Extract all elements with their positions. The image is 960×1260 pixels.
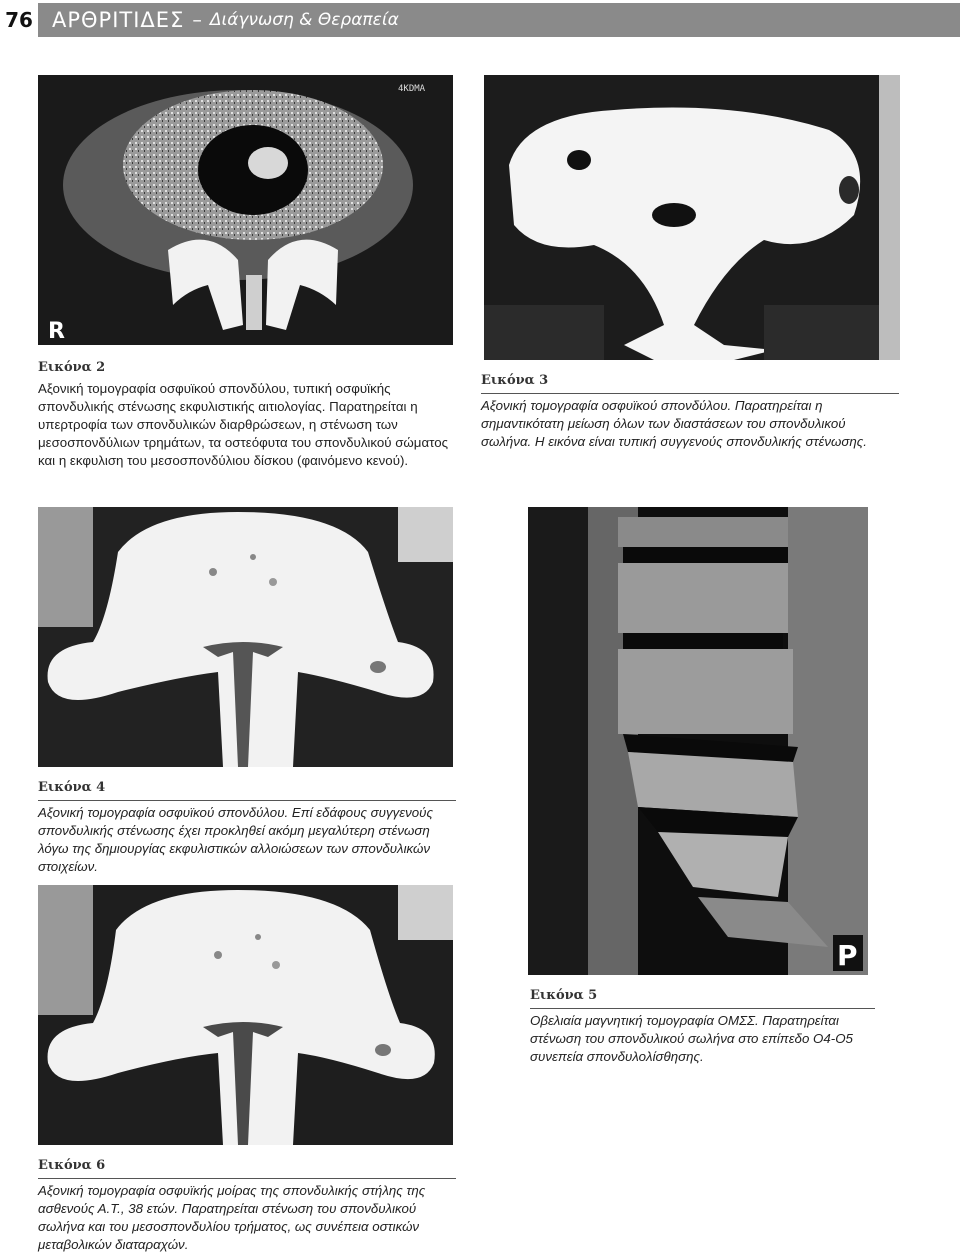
figure-6-rule bbox=[38, 1178, 456, 1179]
figure-5-text: Οβελιαία μαγνητική τομογραφία ΟΜΣΣ. Παρατηρείται στένωση του σπονδυλικού σωλήνα στο επίπεδο Ο4-Ο5 συνεπεία σπονδυλολίσθησης. bbox=[530, 1013, 853, 1064]
figure-3-caption bbox=[481, 373, 899, 451]
chapter-subtitle: Διάγνωση & Θεραπεία bbox=[209, 10, 399, 30]
figure-2-text: Αξονική τομογραφία οσφυϊκού σπονδύλου, τυπική οσφυϊκής σπονδυλικής στένωσης εκφυλιστικής αιτιολογίας. Παρατηρείται η υπερτροφία των σπονδυλικών διαρθρώσεων, η στένωση των μεσοσπονδύλιων τρημάτων, τα οστεόφυτα του σπονδυλικού σώματος και η εκφυλιση του μεσοσπονδύλιου δίσκου (φαινόμενο κενού). bbox=[38, 381, 449, 468]
chapter-title: ΑΡΘΡΙΤΙΔΕΣ bbox=[52, 8, 185, 32]
figure-3-text: Αξονική τομογραφία οσφυϊκού σπονδύλου. Παρατηρείται η σημαντικότατη μείωση όλων των διαστάσεων του σπονδυλικού σωλήνα. Η εικόνα είναι τυπική συγγενούς σπονδυλικής στένωσης. bbox=[481, 398, 867, 449]
figure-6-text: Αξονική τομογραφία οσφυϊκής μοίρας της σπονδυλικής στήλης της ασθενούς Α.Τ., 38 ετών. Παρατηρείται στένωση του σπονδυλικού σωλήνα και του μεσοσπονδυλίου τρήματος, ως συνέπεια οστικών μεταβολικών διαταραχών. bbox=[38, 1183, 426, 1252]
figure-5-caption bbox=[530, 988, 875, 1066]
figure-4-caption bbox=[38, 780, 456, 876]
title-separator: – bbox=[192, 9, 202, 31]
figure-5-rule bbox=[530, 1008, 875, 1009]
figure-3-image bbox=[484, 75, 900, 360]
figure-2-corner-text: 4KDMA bbox=[398, 84, 426, 94]
figure-2-label: Εικόνα 2 bbox=[38, 360, 106, 375]
figure-4-label: Εικόνα 4 bbox=[38, 780, 106, 795]
figure-6-image bbox=[38, 885, 453, 1145]
page-header bbox=[0, 0, 960, 40]
figure-6-label: Εικόνα 6 bbox=[38, 1158, 106, 1173]
figure-5-marker: P bbox=[837, 939, 858, 972]
title-band bbox=[38, 3, 960, 37]
figure-3-label: Εικόνα 3 bbox=[481, 373, 549, 388]
figure-4-rule bbox=[38, 800, 456, 801]
figure-2-marker: R bbox=[48, 319, 65, 344]
figure-6-caption bbox=[38, 1158, 456, 1254]
figure-4-image bbox=[38, 507, 453, 767]
figure-2-image bbox=[38, 75, 453, 345]
figure-5-image bbox=[528, 507, 868, 975]
figure-2-caption bbox=[38, 360, 453, 470]
figure-5-label: Εικόνα 5 bbox=[530, 988, 598, 1003]
figure-3-rule bbox=[481, 393, 899, 394]
page-number: 76 bbox=[5, 8, 33, 32]
figure-4-text: Αξονική τομογραφία οσφυϊκού σπονδύλου. Επί εδάφους συγγενούς σπονδυλικής στένωσης έχει προκληθεί ακόμη μεγαλύτερη στένωση λόγω της δημιουργίας εκφυλιστικών αλλοιώσεων των σπονδυλικών στοιχείων. bbox=[38, 805, 433, 874]
